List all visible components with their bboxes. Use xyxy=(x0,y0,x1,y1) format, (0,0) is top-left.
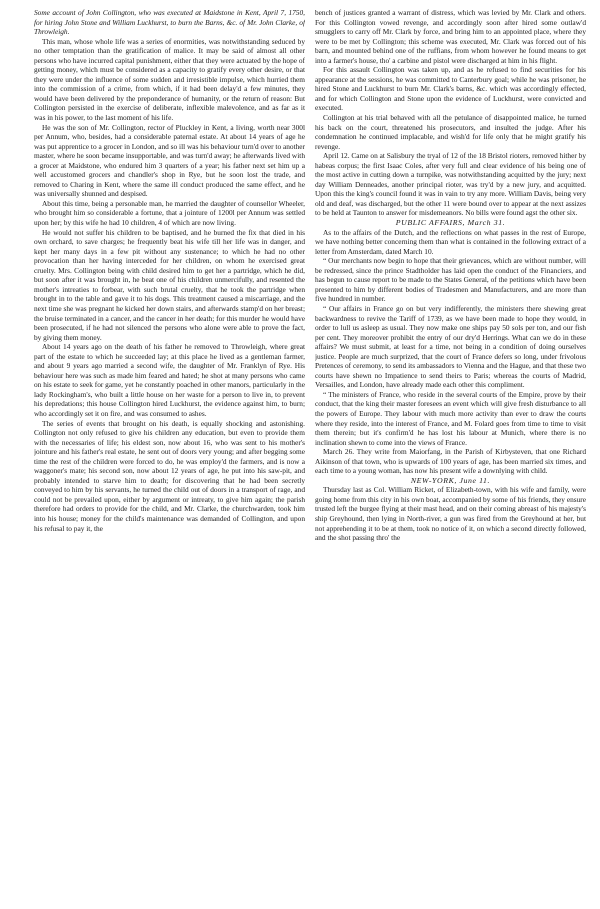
article-paragraph: The series of events that brought on his death, is equally shocking and astonishing. Collington not only refused to give his children any education, but even to provide them with the necessaries of life; his eldest son, now about 16, who was sent to his mother's jointure and his father's real estate, he sent out of doors very young; and after begging some time the rest of the children were forced to do, he was employ'd the farmers, and is now a waggoner's mate; his second son, now about 12 years of age, he put into his saw-pit, and probably intended to starve him to death; for discovering that he had been secretly conveyed to him by his servants, he turned the child out of doors in a transport of rage, and could not be prevailed upon, either by argument or intreaty, to give him again; the parish therefore had orders to provide for the child, and Mr. Clarke, the churchwarden, took him into his house; money for the child's maintenance was demanded of Collington, and upon his refusal to pay it, the xyxy=(34,418,305,533)
article-intro: Some account of John Collington, who was executed at Maidstone in Kent, April 7, 1750, for hiring John Stone and William Luckhurst, to burn the Barns, &c. of Mr. John Clarke, of Throwleigh. xyxy=(34,8,305,37)
left-column xyxy=(34,8,305,903)
article-paragraph: bench of justices granted a warrant of distress, which was levied by Mr. Clark and others. For this Collington vowed revenge, and accordingly soon after hired some outlaw'd smugglers to carry off Mr. Clark by force, and bring him to an appointed place, where they were to be met by Collington; this scheme was executed, Mr. Clark was forced out of his barn, and mounted behind one of the ruffians, from whom however he found means to get into a farmer's house, tho' a carbine and pistol were discharged at him in his flight. xyxy=(315,8,586,65)
right-column xyxy=(315,8,586,903)
article-paragraph: March 26. They write from Maiorfang, in the Parish of Kirbysteven, that one Richard Aikinson of that town, who is upwards of 100 years of age, has been married six times, and each time to a young woman, has now his present wife a downlying with child. xyxy=(315,447,586,476)
article-paragraph: Collington at his trial behaved with all the petulance of disappointed malice, he turned his back on the court, threatened his prosecutors, and insulted the judge. After his condemnation he continued implacable, and wish'd for life only that he might gratify his revenge. xyxy=(315,113,586,151)
article-paragraph: Thursday last as Col. William Ricket, of Elizabeth-town, with his wife and family, were going home from this city in his own boat, accompanied by some of his friends, they ensure trusted left the burgee flying at their mast head, and on their coming abreast of his majesty's ship Greyhound, then lying in North-river, a gun was fired from the Greyhound at her, but not apprehending it to be at them, took no notice of it, on which a second directly followed, and the shot passing thro' the xyxy=(315,485,586,543)
article-paragraph: About this time, being a personable man, he married the daughter of counsellor Wheeler, who brought him so considerable a fortune, that a jointure of 1200l per Annum was settled upon her; by this wife he had 10 children, 4 of which are now living. xyxy=(34,198,305,228)
article-paragraph: For this assault Collington was taken up, and as he refused to find securities for his appearance at the sessions, he was committed to Canterbury goal; while he was prisoner, he hired Stone and Luckhurst to burn Mr. Clark's barns, &c. which was accordingly effected, and for which Collington and Stone upon the evidence of Luckhurst, were convicted and executed. xyxy=(315,65,586,113)
article-paragraph: About 14 years ago on the death of his father he removed to Throwleigh, where great part of the estate to which he succeeded lay; at this place he lived as a gentleman farmer, and about 9 years ago married a second wife, the daughter of Mr. Franklyn of Rye. His behaviour here was such as made him feared and hated; he shot at many persons who came on his estate to seek for game, yet he constantly poached in other manors, particularly in the lady Rockingham's, who built a little house on her waste for a person to live in, to prevent his depredations; this house Collington hired Luckhurst, the evidence against him, to burn; who accordingly set it on fire, and was consumed to ashes. xyxy=(34,342,305,418)
section-heading: NEW-YORK, June 11. xyxy=(410,475,491,485)
article-paragraph: “ Our affairs in France go on but very indifferently, the ministers there shewing great backwardness to revive the Tariff of 1739, as we have been made to hope they would, in order to lull us asleep as usual. They now make one ships pay 50 sols per ton, and our fish per cent. They moreover prohibit the entry of our dry'd Herrings. What can we do in these affairs? We must submit, at least for a time, not being in a condition of doing ourselves justice. People are much surprized, that the court of France defers so long, under frivolous Pretences of ceremony, to send its ambassadors to Vienna and the Hague, and that these two courts have shewn no Impatience to send theirs to Paris; whereas the courts of Madrid, Versailles, and London, have already made each other this compliment. xyxy=(315,303,586,390)
article-paragraph: “ Our merchants now begin to hope that their grievances, which are without number, will be redressed, since the prince Stadtholder has laid open the conduct of the Financiers, and has begun to cause report to be made to the States General, of the petitions which have been presented to him by different bodies of Tradesmen and Manufacturers, and are more than five hundred in number. xyxy=(315,256,586,304)
article-paragraph: April 12. Came on at Salisbury the tryal of 12 of the 18 Bristol rioters, removed hither by habeas corpus; the first Isaac Coles, after very full and clear evidence of his being one of the most active in cutting down a turnpike, was notwithstanding acquitted by the jury; next day William Denneades, another principal rioter, was try'd by a new jury, and acquitted. Upon this the king's council found it was in vain to try any more. William Davis, being very old and deaf, was discharged, but the other 11 were bound over to appear at the next assizes to be held at Taunton to answer for misdemeanors. No bills were found agst the other six. xyxy=(315,151,586,218)
article-paragraph: He was the son of Mr. Collington, rector of Pluckley in Kent, a living, worth near 300l per Annum, who, besides, had a considerable paternal estate. At about 14 years of age he was put apprentice to a grocer in London, and so ill was his behaviour turn'd over to another master, where he soon became insupportable, and was turn'd away; he afterwards lived with a grocer at Maidstone, who endured him 3 quarters of a year; his father next set him up a well accustomed grocers and chandler's shop in Rye, but he soon lost the trade, and removed to Charing in Kent, where the same ill conduct produced the same effect, and he was universally shunned and despised. xyxy=(34,122,305,199)
section-heading: PUBLIC AFFAIRS, March 31. xyxy=(395,218,506,228)
article-paragraph: “ The ministers of France, who reside in the several courts of the Empire, prove by their conduct, that the king their master foresees an event which will give fresh disturbance to all the powers of Europe. They labour with much more activity than ever to draw the courts where they reside, into the interest of France, and M. Folard goes from time to time to visit them therein; but it's confirm'd he has lost his labour at Munich, where there is no inclination shewn to come into the views of France. xyxy=(315,389,586,447)
article-paragraph: He would not suffer his children to be baptised, and he burned the fix that died in his own orchard, to save charges; he frequently beat his wife till her life was in danger, and kept her many days in a few pit without any sustenance; to which he had no other provocation than her having interceded for her children, on whom he exercised great cruelty. Mrs. Collington being with child desired him to get her a partridge, which he did, but soon after it was brought in, he beat one of his children unmercifully, and resented the mother's intreaties to forbear, with such brutal cruelty, that he took the partridge when brought in to the table and gave it to his dogs. This treatment caused a miscarriage, and the next time she was pregnant he kicked her down stairs, and afterwards stamp'd on her breast; the bruise terminated in a cancer, and the cancer in her death; for this murder he would have been prosecuted, if he had not silenced the persons who alone were able to prove the fact, by giving them money. xyxy=(34,227,305,342)
article-paragraph: As to the affairs of the Dutch, and the reflections on what passes in the rest of Europe, we have nothing better concerning them than what is contained in the following extract of a letter from Amsterdam, dated March 10. xyxy=(315,227,586,256)
article-paragraph: This man, whose whole life was a series of enormities, was notwithstanding seduced by no other temptation than the gratification of malice. It may be said of almost all other persons who have incurred capital punishment, either that they were actuated by the hope of getting money, which must be considered as a capacity to gratify every other desire, or that they were under the influence of some sudden and irresistible impulse, which hurried them into the commission of a crime, from which, if it had been delay'd a few minutes, they would have been delivered by the preponderance of humanity, or the return of reason: But Collington persisted in the exercise of deliberate, inflexible malevolence, and as far as it was in his power, to the last moment of his life. xyxy=(34,36,305,123)
